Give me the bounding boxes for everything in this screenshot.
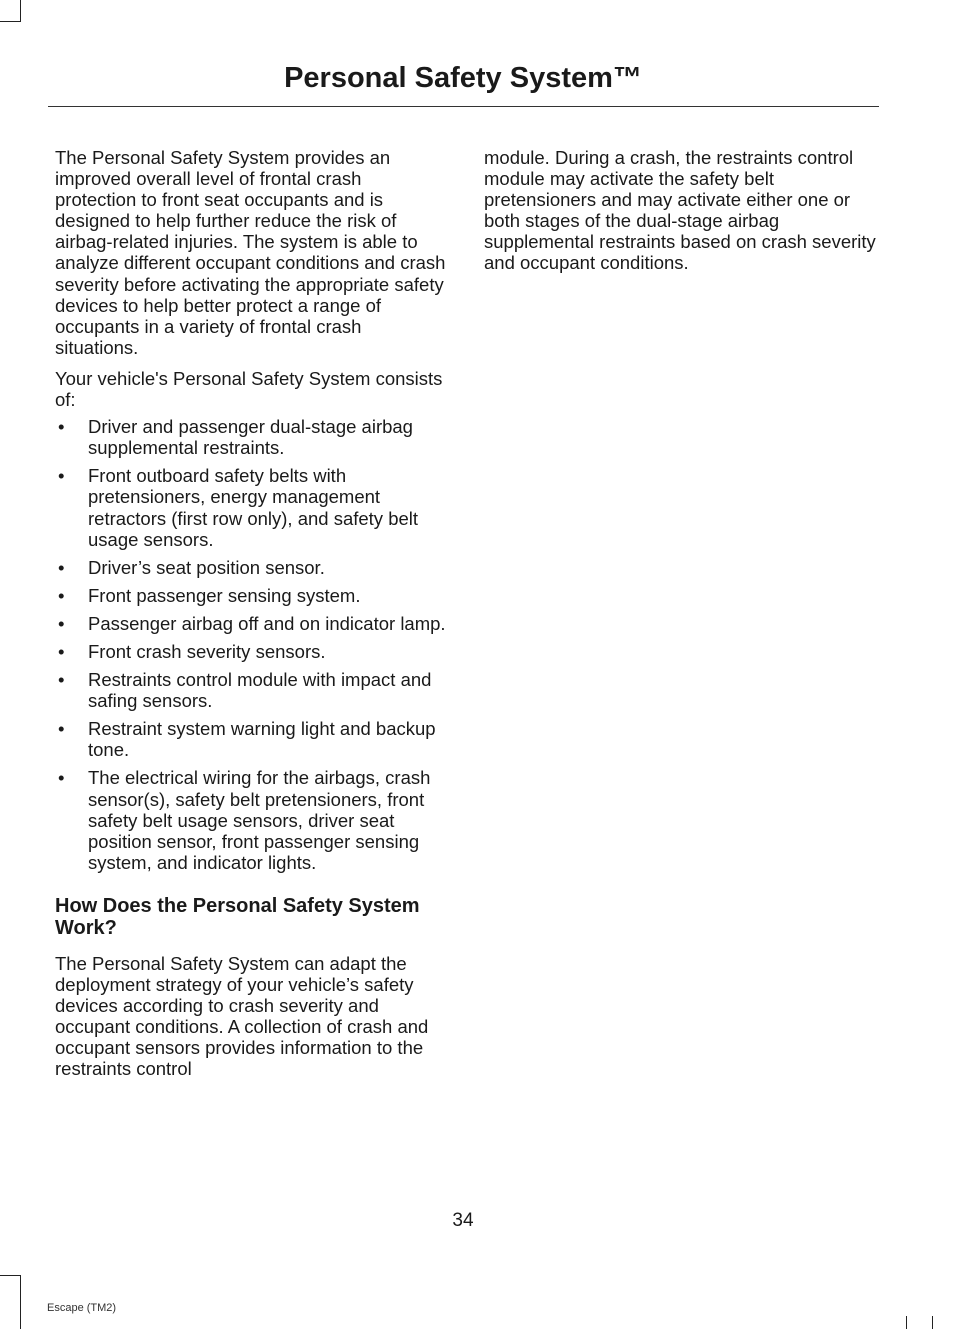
bullet-glyph: •: [58, 416, 65, 438]
list-item-text: Driver’s seat position sensor.: [88, 556, 325, 578]
list-item-text: Restraint system warning light and backup tone.: [88, 718, 436, 761]
section-body-paragraph: The Personal Safety System can adapt the deployment strategy of your vehicle’s safety devices according to crash severity and occupant conditions. A collection of crash and occupant sensors provides information to the restraints control: [55, 952, 429, 1080]
list-item: [55, 416, 447, 458]
bullet-glyph: •: [58, 465, 65, 487]
bullet-glyph: •: [58, 669, 65, 691]
crop-mark-bottom-left-horizontal: [0, 1275, 20, 1276]
continuation-paragraph: module. During a crash, the restraints control module may activate the safety belt pretensioners and may activate either one or both stages of the dual-stage airbag supplemental restraints based on crash severity and occupant conditions.: [484, 147, 876, 274]
left-column: [55, 147, 447, 1089]
list-item-text: Front outboard safety belts with pretensioners, energy management retractors (first row only), and safety belt usage sensors.: [88, 465, 419, 550]
list-item-text: Restraints control module with impact and safing sensors.: [88, 669, 432, 712]
title-divider: [48, 106, 879, 107]
list-item-text: The electrical wiring for the airbags, crash sensor(s), safety belt pretensioners, front safety belt usage sensors, driver seat position sensor, front passenger sensing system, and indicator lights.: [88, 767, 431, 873]
components-list: [55, 416, 447, 873]
list-item: [55, 641, 447, 662]
crop-mark-bottom-left-vertical: [20, 1275, 21, 1329]
list-item-text: Front passenger sensing system.: [88, 584, 361, 606]
bullet-glyph: •: [58, 640, 65, 662]
consists-intro-paragraph: Your vehicle's Personal Safety System consists of:: [55, 367, 443, 411]
footer-model-label: Escape (TM2): [47, 1302, 117, 1314]
list-item-text: Front crash severity sensors.: [88, 640, 326, 662]
crop-mark-bottom-right-vertical-outer: [932, 1316, 933, 1329]
list-item: [55, 669, 447, 711]
bullet-glyph: •: [58, 556, 65, 578]
page-title: Personal Safety System™: [284, 62, 642, 94]
list-item: [55, 465, 447, 549]
list-item: [55, 767, 447, 872]
intro-paragraph: The Personal Safety System provides an improved overall level of frontal crash protection to front seat occupants and is designed to help further reduce the risk of airbag-related injuries. The system is able to analyze different occupant conditions and crash severity before activating the appropriate safety devices to help better protect a range of occupants in a variety of frontal crash situations.: [55, 147, 446, 358]
list-item: [55, 585, 447, 606]
bullet-glyph: •: [58, 584, 65, 606]
list-item-text: Driver and passenger dual-stage airbag supplemental restraints.: [88, 416, 413, 459]
crop-mark-top-left-horizontal: [0, 21, 21, 22]
list-item: [55, 613, 447, 634]
bullet-glyph: •: [58, 718, 65, 740]
crop-mark-top-left-vertical: [20, 0, 21, 22]
list-item-text: Passenger airbag off and on indicator lamp.: [88, 612, 446, 634]
list-item: [55, 718, 447, 760]
page-number: 34: [452, 1210, 474, 1231]
crop-mark-bottom-right-vertical-inner: [906, 1316, 907, 1329]
right-column: [484, 147, 879, 284]
section-heading: How Does the Personal Safety System Work?: [55, 894, 420, 939]
list-item: [55, 557, 447, 578]
bullet-glyph: •: [58, 612, 65, 634]
bullet-glyph: •: [58, 767, 65, 789]
